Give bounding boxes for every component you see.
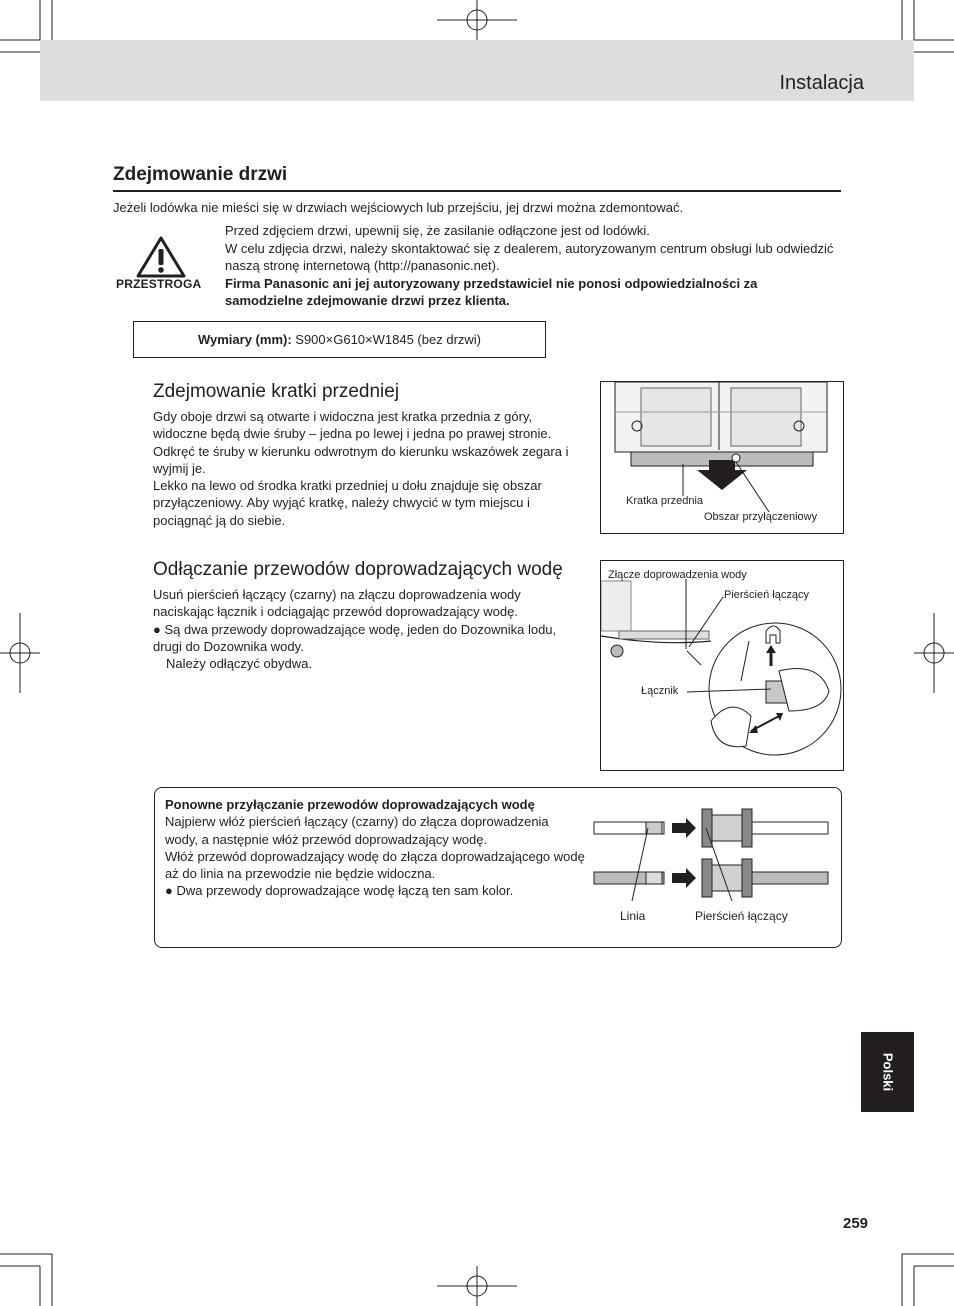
section-intro: Jeżeli lodówka nie mieści się w drzwiach wejściowych lub przejściu, jej drzwi można zdemontować. [113, 200, 684, 215]
label-connection-area: Obszar przyłączeniowy [704, 511, 818, 523]
language-tab-label: Polski [880, 1052, 895, 1092]
label-front-grille: Kratka przednia [626, 495, 704, 507]
reconnect-paragraph-2: Włóż przewód doprowadzający wodę do złącza doprowadzającego wodę aż do linia na przewodzie nie będzie widoczna. [165, 848, 585, 882]
dimensions-value: S900×G610×W1845 (bez drzwi) [291, 332, 481, 347]
grille-text [153, 408, 583, 529]
warning-icon [136, 236, 186, 278]
caution-line-1: Przed zdjęciem drzwi, upewnij się, że zasilanie odłączone jest od lodówki. [225, 223, 650, 238]
label-water-connector: Złącze doprowadzenia wody [608, 569, 747, 581]
grille-paragraph-1: Gdy oboje drzwi są otwarte i widoczna jest kratka przednia z góry, widoczne będą dwie śruby – jedna po lewej i jedna po prawej stronie. [153, 409, 552, 442]
caution-label: PRZESTROGA [116, 277, 202, 291]
caution-bold: Firma Panasonic ani jej autoryzowany przedstawiciel nie ponosi odpowiedzialności za samodzielne zdejmowanie drzwi przez klienta. [225, 275, 758, 308]
label-connecting-ring: Pierścień łączący [724, 589, 809, 601]
page-title: Instalacja [779, 72, 864, 94]
label-ring: Pierścień łączący [695, 909, 788, 923]
reconnect-heading: Ponowne przyłączanie przewodów doprowadzających wodę [165, 797, 535, 812]
label-line: Linia [620, 909, 646, 923]
page-number: 259 [843, 1215, 869, 1232]
label-coupler: Łącznik [641, 685, 679, 697]
caution-line-2: W celu zdjęcia drzwi, należy skontaktować się z dealerem, autoryzowanym centrum obsługi lub odwiedzić naszą stronę internetową (http://panasonic.net). [225, 240, 834, 273]
reconnect-illustration [592, 805, 832, 905]
grille-paragraph-2: Odkręć te śruby w kierunku odwrotnym do kierunku wskazówek zegara i wyjmij je. [153, 443, 569, 476]
water-bullet-cont: Należy odłączyć obydwa. [166, 656, 312, 672]
dimensions-box [133, 321, 546, 358]
caution-text [225, 222, 835, 310]
water-figure [600, 560, 844, 771]
reconnect-paragraph-1: Najpierw włóż pierścień łączący (czarny) do złącza doprowadzenia wody, a następnie włóż przewód doprowadzający wodę. [165, 814, 549, 847]
water-heading: Odłączanie przewodów doprowadzających wodę [153, 559, 563, 580]
water-paragraph-1: Usuń pierścień łączący (czarny) na złączu doprowadzenia wody naciskając łącznik i odciągając przewód doprowadzający wodę. [153, 587, 521, 620]
grille-heading: Zdejmowanie kratki przedniej [153, 381, 400, 402]
water-text [153, 586, 583, 672]
language-tab [861, 1032, 914, 1112]
reconnect-text [165, 796, 585, 900]
section-heading: Zdejmowanie drzwi [113, 164, 288, 185]
grille-figure [600, 381, 844, 534]
heading-divider [113, 190, 841, 192]
dimensions-label: Wymiary (mm): [197, 332, 292, 347]
reconnect-bullet: ● Dwa przewody doprowadzające wodę łączą ten sam kolor. [165, 883, 514, 899]
grille-paragraph-3: Lekko na lewo od środka kratki przedniej u dołu znajduje się obszar przyłączeniowy. Aby wyjąć kratkę, należy chwycić w tym miejscu i pociągnąć ją do siebie. [153, 478, 542, 528]
water-bullet: ● Są dwa przewody doprowadzające wodę, jeden do Dozownika lodu, drugi do Dozownika wody. [153, 621, 557, 654]
